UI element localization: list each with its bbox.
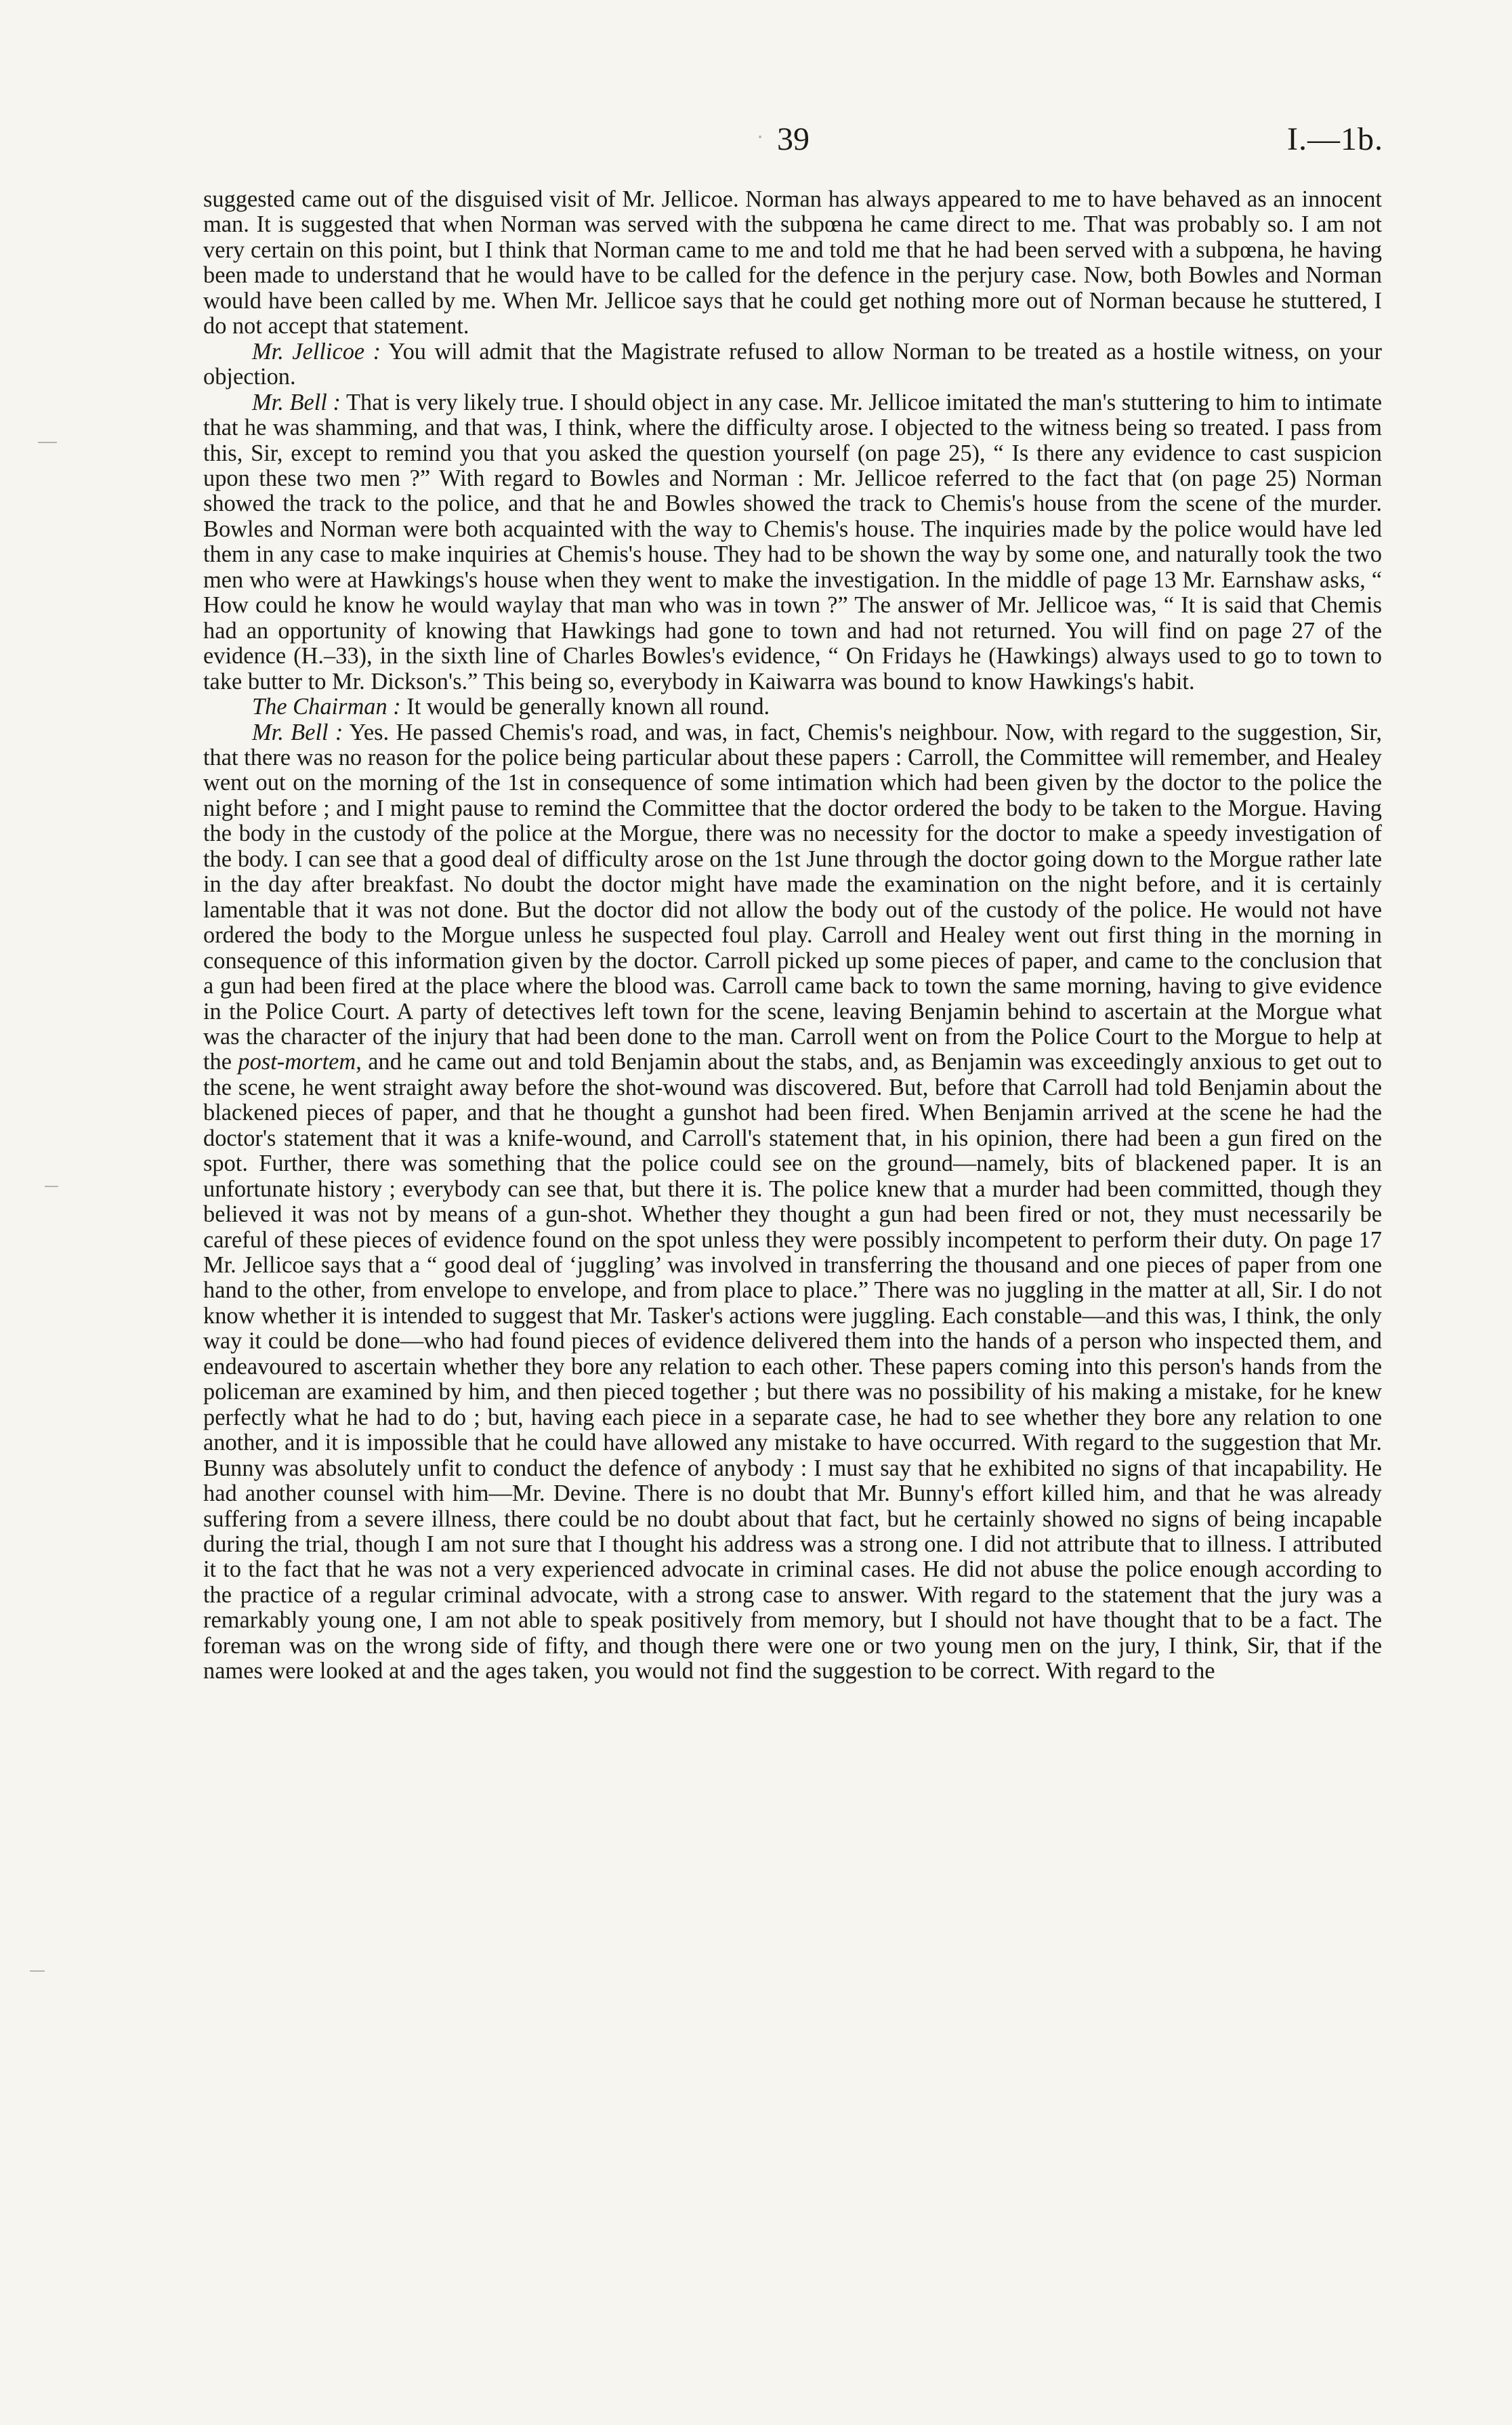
speaker-name: The Chairman :	[252, 694, 401, 720]
paragraph-text: , and he came out and told Benjamin about the stabs, and, as Benjamin was exceedingly anxious to get out to the scene, he went straight away before the shot-wound was discovered. But, before that Carroll had told Benjamin about the blackened pieces of paper, and that he thought a gunshot had been fired. When Benjamin arrived at the scene he had the doctor's statement that it was a knife-wound, and Carroll's statement that, in his opinion, there had been a gun fired on the spot. Further, there was something that the police could see on the ground—namely, bits of blackened paper. It is an unfortunate history ; everybody can see that, but there it is. The police knew that a murder had been committed, though they believed it was not by means of a gun-shot. Whether they thought a gun had been fired or not, they must necessarily be careful of these pieces of evidence found on the spot unless they were possibly incompetent to perform their duty. On page 17 Mr. Jellicoe says that a “ good deal of ‘juggling’ was involved in transferring the thousand and one pieces of paper from one hand to the other, from envelope to envelope, and from place to place.” There was no juggling in the matter at all, Sir. I do not know whether it is intended to suggest that Mr. Tasker's actions were juggling. Each constable—and this was, I think, the only way it could be done—who had found pieces of evidence delivered them into the hands of a person who inspected them, and endeavoured to ascertain whether they bore any relation to each other. These papers coming into this person's hands from the policeman are examined by him, and then pieced together ; but there was no possibility of his making a mistake, for he knew perfectly what he had to do ; but, having each piece in a separate case, he had to see whether they bore any relation to one another, and it is impossible that he could have allowed any mistake to have occurred. With regard to the suggestion that Mr. Bunny was absolutely unfit to conduct the defence of anybody : I must say that he exhibited no signs of that incapability. He had another counsel with him—Mr. Devine. There is no doubt that Mr. Bunny's effort killed him, and that he was already suffering from a severe illness, there could be no doubt about that fact, but he certainly showed no signs of being incapable during the trial, though I am not sure that I thought his address was a strong one. I did not attribute that to illness. I attributed it to the fact that he was not a very experienced advocate in criminal cases. He did not abuse the police enough according to the practice of a regular criminal advocate, with a strong case to answer. With regard to the statement that the jury was a remarkably young one, I am not able to speak positively from memory, but I should not have thought that to be a fact. The foreman was on the wrong side of fifty, and though there were one or two young men on the jury, I think, Sir, that if the names were looked at and the ages taken, you would not find the suggestion to be correct. With regard to the	[203, 1049, 1382, 1684]
paragraph	[203, 720, 1382, 1684]
scan-margin-mark	[45, 1186, 58, 1187]
paragraph	[203, 339, 1382, 390]
speaker-name: Mr. Bell :	[252, 389, 341, 415]
paragraph-text: suggested came out of the disguised visit of Mr. Jellicoe. Norman has always appeared to me to have behaved as an innocent man. It is suggested that when Norman was served with the subpœna he came direct to me. That was probably so. I am not very certain on this point, but I think that Norman came to me and told me that he had been served with a subpœna, he having been made to understand that he would have to be called for the defence in the perjury case. Now, both Bowles and Norman would have been called by me. When Mr. Jellicoe says that he could get nothing more out of Norman because he stuttered, I do not accept that statement.	[203, 186, 1382, 339]
document-body	[203, 187, 1382, 1684]
paragraph	[203, 390, 1382, 695]
scan-margin-mark	[30, 1970, 45, 1972]
paragraph-text: That is very likely true. I should object in any case. Mr. Jellicoe imitated the man's stuttering to him to intimate that he was shamming, and that was, I think, where the difficulty arose. I objected to the witness being so treated. I pass from this, Sir, except to remind you that you asked the question yourself (on page 25), “ Is there any evidence to cast suspicion upon these two men ?” With regard to Bowles and Norman : Mr. Jellicoe referred to the fact that (on page 25) Norman showed the track to the police, and that he and Bowles showed the track to Chemis's house from the scene of the murder. Bowles and Norman were both acquainted with the way to Chemis's house. The inquiries made by the police would have led them in any case to make inquiries at Chemis's house. They had to be shown the way by some one, and naturally took the two men who were at Hawkings's house when they went to make the investigation. In the middle of page 13 Mr. Earnshaw asks, “ How could he know he would waylay that man who was in town ?” The answer of Mr. Jellicoe was, “ It is said that Chemis had an opportunity of knowing that Hawkings had gone to town and had not returned. You will find on page 27 of the evidence (H.–33), in the sixth line of Charles Bowles's evidence, “ On Fridays he (Hawkings) always used to go to town to take butter to Mr. Dickson's.” This being so, everybody in Kaiwarra was bound to know Hawkings's habit.	[203, 389, 1382, 695]
speaker-name: Mr. Jellicoe :	[252, 338, 381, 365]
paragraph-text: You will admit that the Magistrate refused to allow Norman to be treated as a hostile witness, on your objection.	[203, 338, 1382, 390]
page-number: 39	[777, 121, 810, 157]
italic-term: post-mortem	[238, 1049, 356, 1075]
paragraph	[203, 187, 1382, 339]
paragraph-text: Yes. He passed Chemis's road, and was, in fact, Chemis's neighbour. Now, with regard to the suggestion, Sir, that there was no reason for the police being particular about these papers : Carroll, the Committee will remember, and Healey went out on the morning of the 1st in consequence of some intimation which had been given by the doctor to the police the night before ; and I might pause to remind the Committee that the doctor ordered the body to be taken to the Morgue. Having the body in the custody of the police at the Morgue, there was no necessity for the doctor to make a speedy investigation of the body. I can see that a good deal of difficulty arose on the 1st June through the doctor going down to the Morgue rather late in the day after breakfast. No doubt the doctor might have made the examination on the night before, and it is certainly lamentable that it was not done. But the doctor did not allow the body out of the custody of the police. He would not have ordered the body to the Morgue unless he suspected foul play. Carroll and Healey went out first thing in the morning in consequence of this information given by the doctor. Carroll picked up some pieces of paper, and came to the conclusion that a gun had been fired at the place where the blood was. Carroll came back to town the same morning, having to give evidence in the Police Court. A party of detectives left town for the scene, leaving Benjamin behind to ascertain at the Morgue what was the character of the injury that had been done to the man. Carroll went on from the Police Court to the Morgue to help at the	[203, 719, 1382, 1075]
speaker-name: Mr. Bell :	[252, 719, 343, 745]
paragraph-text: It would be generally known all round.	[400, 694, 770, 720]
page-header	[203, 121, 1383, 161]
document-reference: I.—1b.	[1287, 121, 1383, 157]
paragraph	[203, 695, 1382, 720]
scan-margin-mark	[38, 442, 57, 443]
